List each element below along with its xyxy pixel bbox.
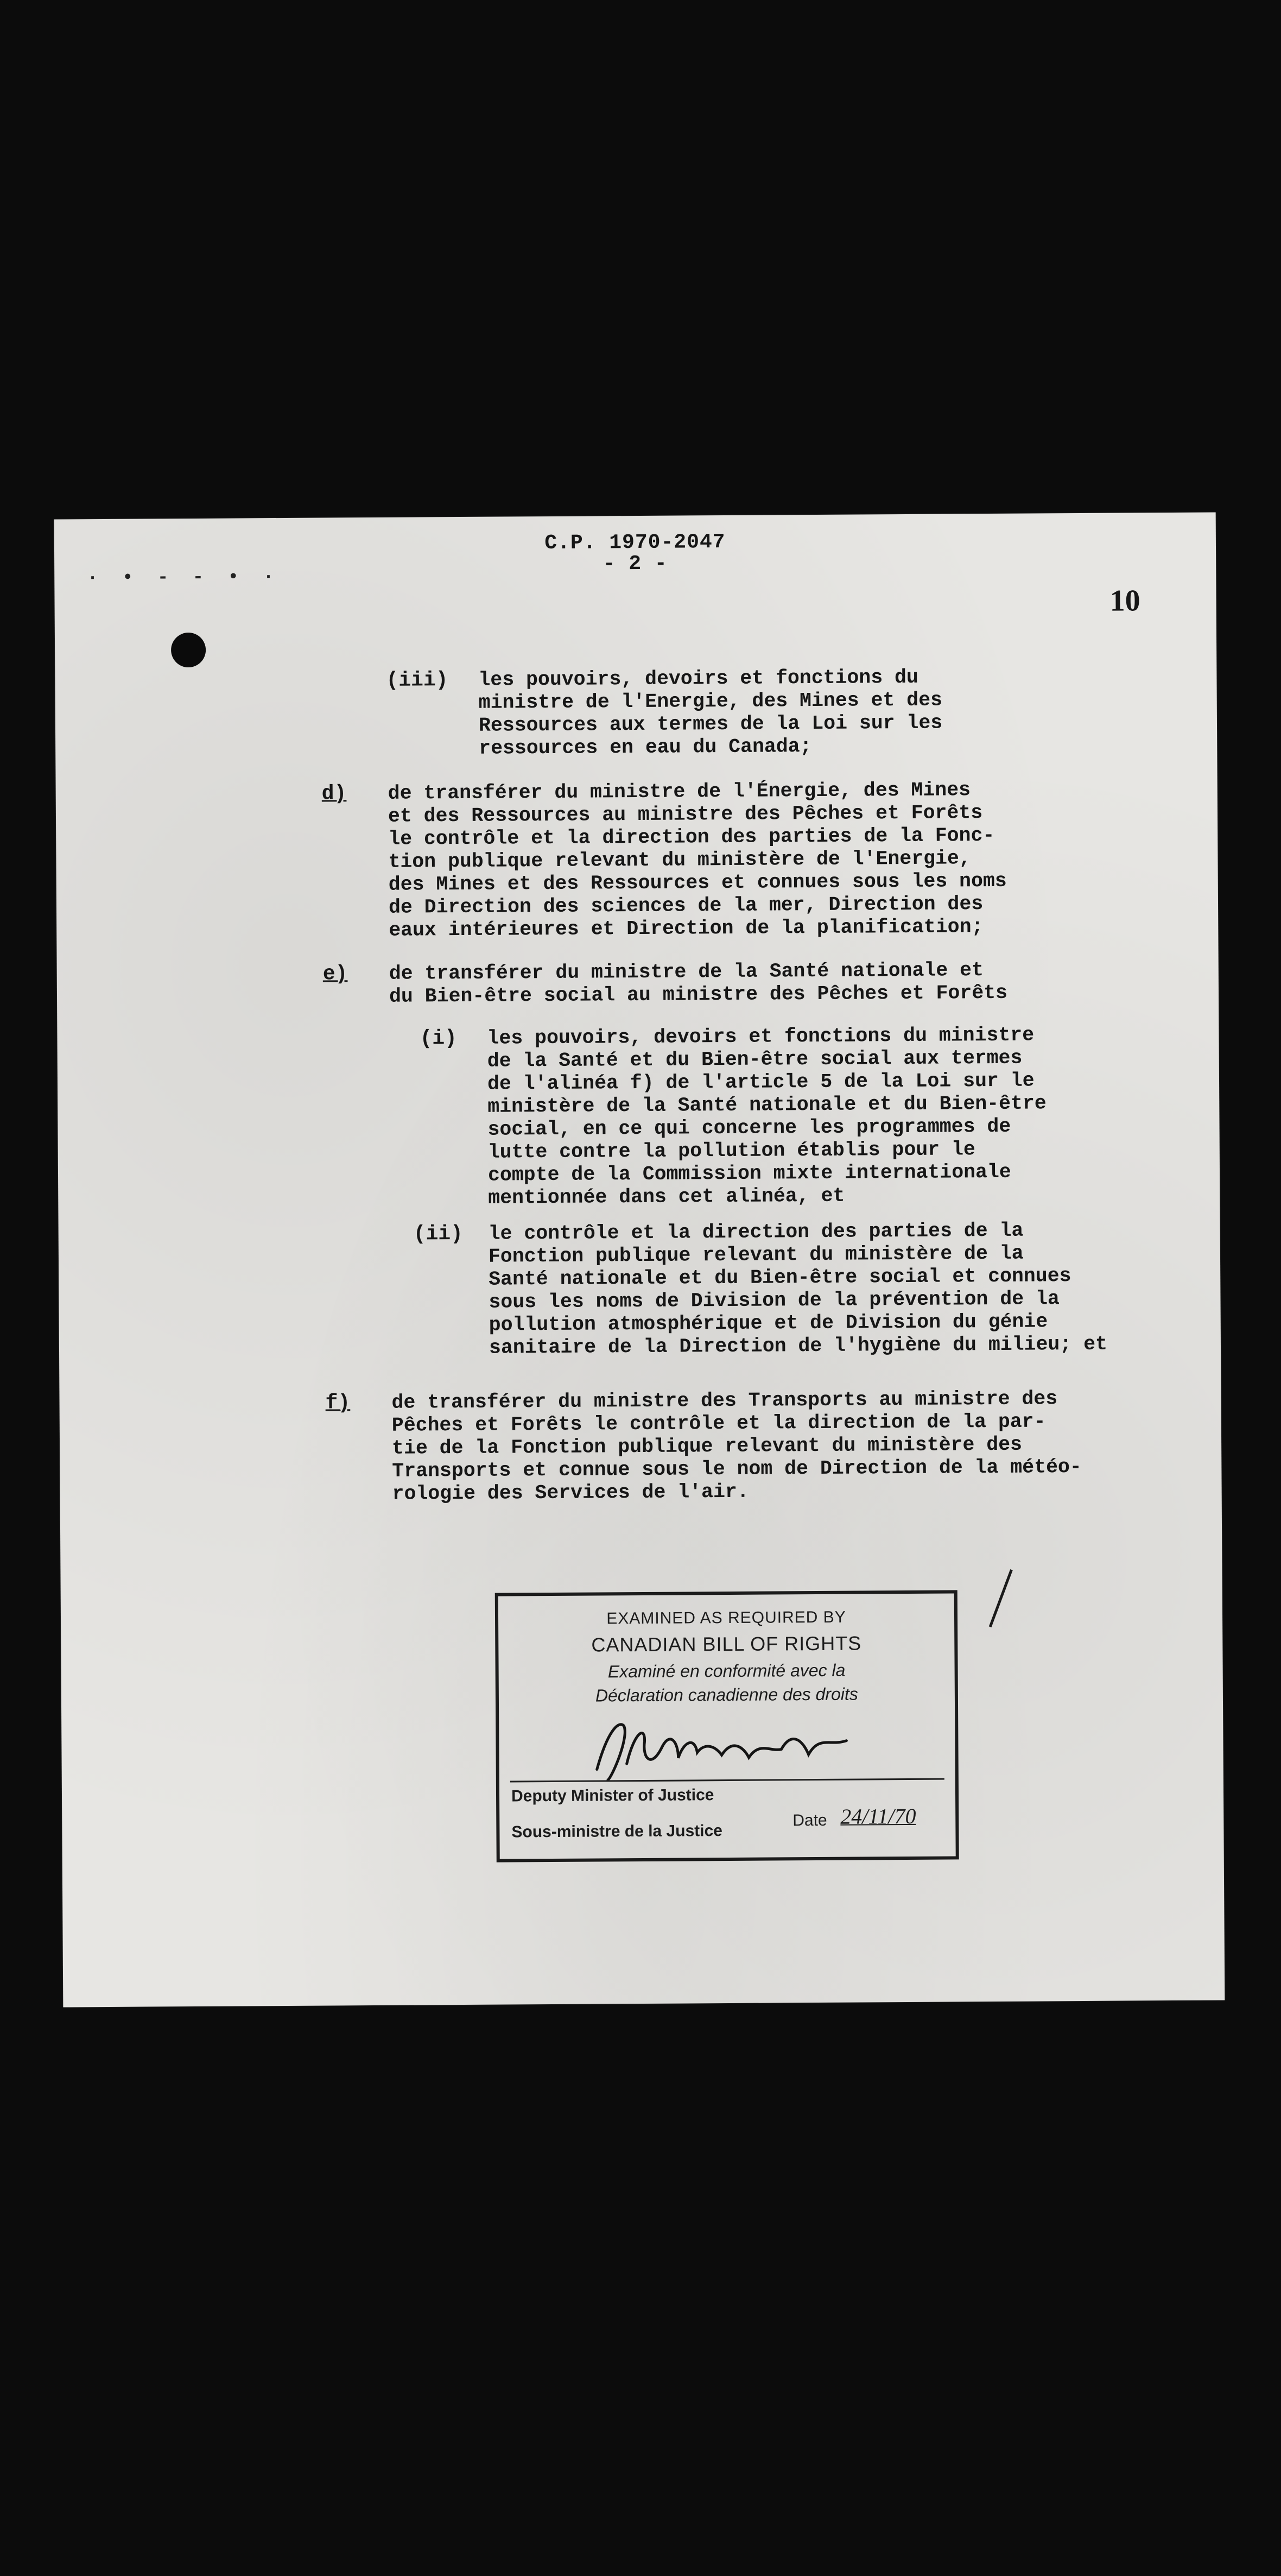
page-marker: - 2 - xyxy=(603,552,668,576)
stamp-line-bill-of-rights: CANADIAN BILL OF RIGHTS xyxy=(591,1632,862,1656)
pen-mark xyxy=(973,1567,1028,1633)
clause-text-e-ii: le contrôle et la direction des parties de la Fonction publique relevant du ministère de la Santé nationale et du Bien-être social et connues sous les noms de Division de la prévention de la pollution atmosphérique et de Division du génie sanitaire de la Direction de l'hygiène du milieu; et xyxy=(488,1219,1108,1359)
stamp-date-value: 24/11/70 xyxy=(840,1803,916,1829)
ink-specks: · • - - • · xyxy=(87,567,281,589)
stamp-deputy-minister: Deputy Minister of Justice xyxy=(511,1786,714,1805)
clause-label-d-text: d) xyxy=(321,782,347,806)
justice-stamp xyxy=(495,1590,959,1862)
clause-label-e-i: (i) xyxy=(420,1027,458,1051)
clause-label-f xyxy=(325,1392,350,1415)
clause-text-e: de transférer du ministre de la Santé nationale et du Bien-être social au ministre des Pêches et Forêts xyxy=(389,959,1008,1008)
document-page xyxy=(54,512,1225,2007)
document-reference xyxy=(532,531,738,576)
stamp-line-examined: EXAMINED AS REQUIRED BY xyxy=(606,1608,846,1628)
clause-label-iii: (iii) xyxy=(386,668,448,692)
clause-label-e-text: e) xyxy=(322,962,348,986)
clause-text-iii: les pouvoirs, devoirs et fonctions du ministre de l'Energie, des Mines et des Ressources aux termes de la Loi sur les ressources en eau du Canada; xyxy=(478,666,943,760)
punch-hole xyxy=(171,633,206,667)
clause-text-f: de transférer du ministre des Transports au ministre des Pêches et Forêts le contrôle et la direction de la par- tie de la Fonction publique relevant du ministère des Transports et connue sous le nom de Direction de la météo- rologie des Services de l'air. xyxy=(391,1387,1082,1505)
stamp-line-declaration-fr: Déclaration canadienne des droits xyxy=(595,1684,858,1706)
clause-text-e-i: les pouvoirs, devoirs et fonctions du ministre de la Santé et du Bien-être social aux termes de l'alinéa f) de l'article 5 de la Loi sur le ministère de la Santé nationale et du Bien-être social, en ce qui concerne les programmes de lutte contre la pollution établis pour le compte de la Commission mixte internationale mentionnée dans cet alinéa, et xyxy=(487,1024,1047,1209)
stamp-sous-ministre: Sous-ministre de la Justice xyxy=(511,1822,722,1841)
stamp-line-examine-fr: Examiné en conformité avec la xyxy=(607,1660,846,1682)
clause-label-f-text: f) xyxy=(325,1391,351,1415)
page-number: 10 xyxy=(1109,584,1140,618)
clause-label-e xyxy=(323,963,348,986)
clause-label-e-ii: (ii) xyxy=(413,1222,464,1246)
reference-number: C.P. 1970-2047 xyxy=(544,531,726,555)
signature xyxy=(575,1708,858,1786)
stamp-date-label: Date xyxy=(792,1811,827,1830)
clause-text-d: de transférer du ministre de l'Énergie, des Mines et des Ressources au ministre des Pêches et Forêts le contrôle et la direction des parties de la Fonc- tion publique relevant du ministère de l'Energie, des Mines et des Ressources et connues sous les noms de Direction des sciences de la mer, Direction des eaux intérieures et Direction de la planification; xyxy=(388,779,1007,942)
clause-label-d xyxy=(322,782,347,805)
